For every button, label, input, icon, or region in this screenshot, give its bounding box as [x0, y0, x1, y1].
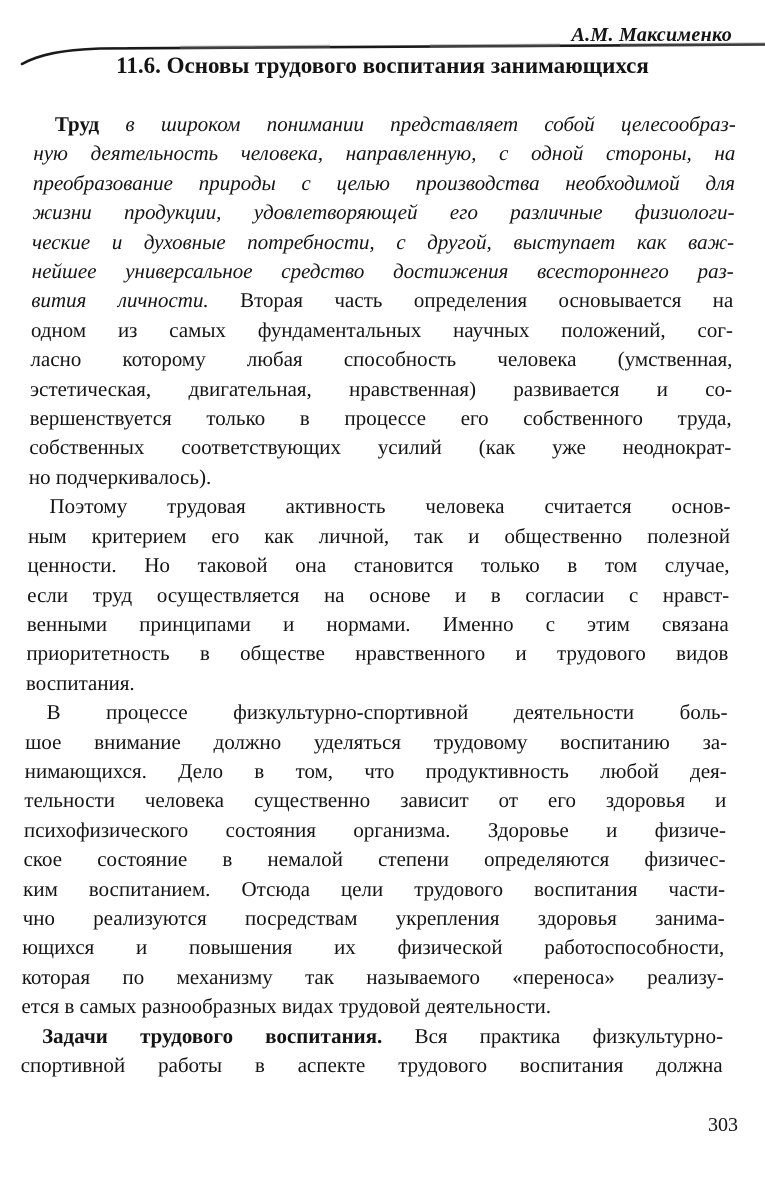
text-segment: если труд осуществляется на основе и в согласии с нравст-	[27, 582, 730, 607]
italic-text-segment: ческие и духовные потребности, с другой, выступает как важ-	[31, 229, 735, 254]
italic-text-segment: в широком понимании представляет собой целесообраз-	[99, 112, 736, 136]
text-segment: спортивной работы в аспекте трудового воспитания должна	[20, 1053, 723, 1077]
paragraph	[20, 1022, 723, 1081]
text-segment: вершенствуется только в процессе его собственного труда,	[29, 406, 732, 431]
text-line	[27, 551, 729, 580]
text-line	[23, 904, 725, 933]
text-segment: но подчеркивалось).	[28, 464, 212, 489]
text-line	[28, 492, 730, 521]
text-line	[23, 875, 725, 904]
italic-text-segment: вития личности.	[31, 288, 209, 313]
text-line	[32, 198, 734, 227]
text-segment: ценности. Но таковой она становится только в том случае,	[27, 553, 730, 578]
text-segment: психофизического состояния организма. Здоровье и физиче-	[23, 817, 727, 842]
text-line	[25, 757, 727, 786]
text-line	[25, 698, 727, 727]
text-segment: шое внимание должно уделяться трудовому воспитанию за-	[25, 729, 728, 754]
text-segment: ным критерием его как личной, так и общественно полезной	[27, 523, 731, 548]
italic-text-segment: жизни продукции, удовлетворяющей его различные физиологи-	[32, 200, 735, 225]
text-segment: эстетическая, двигательная, нравственная) развивается и со-	[29, 376, 733, 401]
text-line	[31, 316, 733, 345]
section-title: 11.6. Основы трудового воспитания занимающихся	[116, 53, 649, 78]
text-segment: собственных соответствующих усилий (как уже неоднократ-	[29, 435, 732, 460]
italic-text-segment: преобразование природы с целью производства необходимой для	[32, 170, 736, 195]
text-line	[27, 581, 729, 610]
text-segment: которая по механизму так называемого «переноса» реализу-	[21, 964, 725, 989]
text-line	[30, 345, 732, 374]
text-line	[29, 463, 731, 492]
text-line	[23, 845, 725, 874]
text-line	[33, 169, 735, 198]
text-line	[29, 433, 731, 462]
paragraph	[21, 698, 728, 1021]
text-line	[30, 375, 732, 404]
text-segment: В процессе физкультурно-спортивной деятельности боль-	[46, 700, 728, 725]
text-line	[26, 669, 728, 698]
text-segment: ющихся и повышения их физической работоспособности,	[22, 935, 725, 960]
text-line	[33, 139, 735, 168]
text-segment: нимающихся. Дело в том, что продуктивность любой дея-	[24, 758, 727, 783]
text-line	[25, 728, 727, 757]
text-line	[28, 522, 730, 551]
text-segment: чно реализуются посредствам укрепления здоровья занима-	[22, 905, 725, 930]
text-line	[21, 992, 723, 1021]
page-number: 303	[708, 1114, 738, 1136]
text-segment: Вся практика физкультурно-	[382, 1023, 724, 1048]
paragraph	[29, 110, 736, 492]
text-segment: одном из самых фундаментальных научных положений, сог-	[30, 317, 734, 342]
text-line	[29, 404, 731, 433]
running-header-author: А.М. Максименко	[571, 24, 732, 46]
italic-text-segment: ную деятельность человека, направленную, с одной стороны, на	[33, 141, 736, 166]
text-line	[34, 110, 736, 139]
text-segment: венными принципами и нормами. Именно с этим связана	[26, 611, 729, 636]
text-line	[27, 610, 729, 639]
text-line	[22, 933, 724, 962]
italic-text-segment: нейшее универсальное средство достижения всестороннего раз-	[31, 259, 734, 284]
bold-text-segment: Задачи трудового воспитания.	[41, 1023, 383, 1048]
bold-text-segment: Труд	[54, 112, 100, 136]
text-line	[22, 963, 724, 992]
text-segment: ется в самых разнообразных видах трудовой деятельности.	[21, 994, 552, 1019]
text-segment: ское состояние в немалой степени определяются физичес-	[23, 847, 726, 872]
text-line	[32, 257, 734, 286]
text-line	[20, 1051, 722, 1080]
text-line	[26, 639, 728, 668]
text-segment: Поэтому трудовая активность человека считается основ-	[49, 494, 731, 519]
text-line	[24, 816, 726, 845]
text-segment: приоритетность в обществе нравственного и трудового видов	[26, 641, 729, 666]
text-line	[21, 1022, 723, 1051]
text-segment: Вторая часть определения основывается на	[208, 288, 734, 313]
text-line	[32, 228, 734, 257]
text-segment: ким воспитанием. Отсюда цели трудового воспитания части-	[22, 876, 726, 901]
text-line	[31, 286, 733, 315]
paragraph	[26, 492, 731, 698]
text-line	[24, 786, 726, 815]
text-segment: ласно которому любая способность человека (умственная,	[30, 347, 733, 372]
text-segment: воспитания.	[25, 670, 135, 695]
text-segment: тельности человека существенно зависит от его здоровья и	[24, 788, 727, 813]
body-text	[20, 110, 736, 1080]
